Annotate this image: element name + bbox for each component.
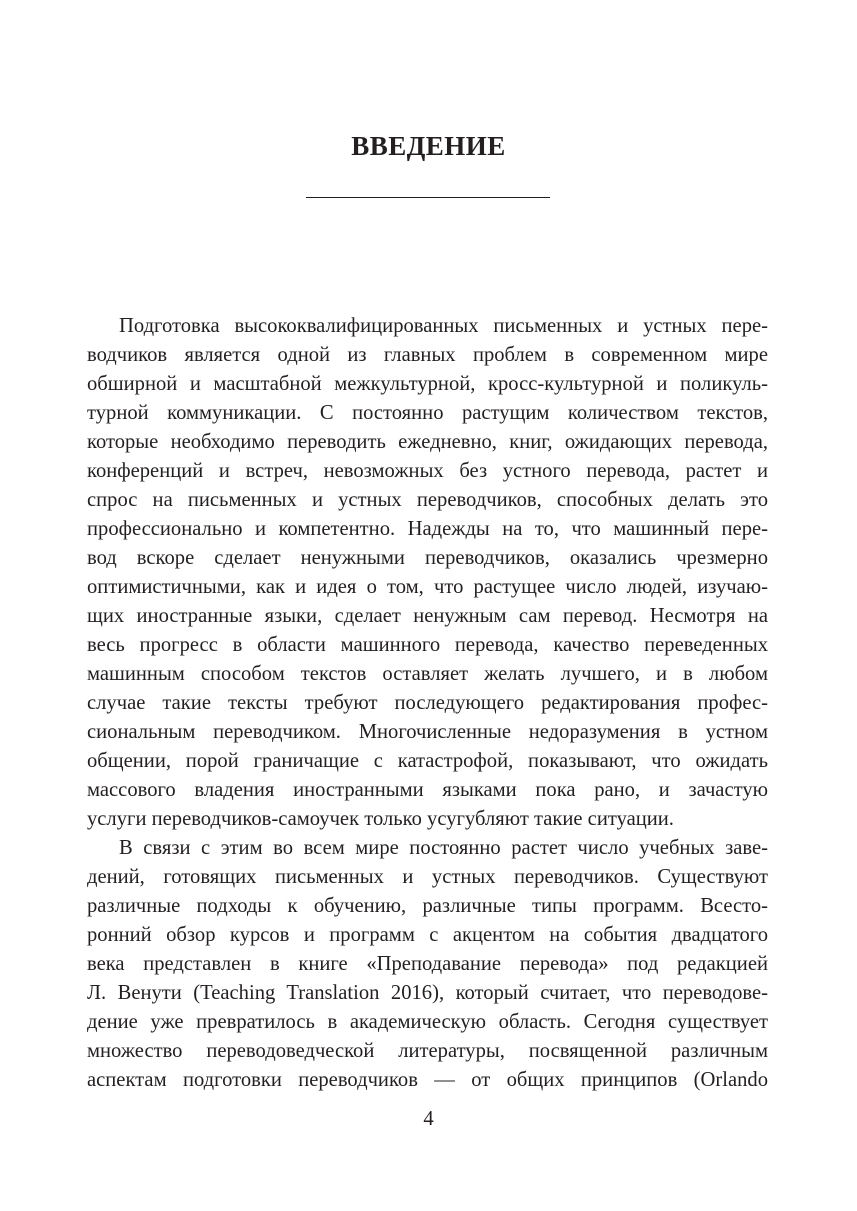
text-line: Л. Венути (Teaching Translation 2016), который считает, что переводове-	[87, 982, 768, 1004]
text-line: весь прогресс в области машинного перевода, качество переведенных	[87, 634, 768, 656]
text-line: множество переводоведческой литературы, посвященной различным	[87, 1040, 768, 1062]
text-line: вод вскоре сделает ненужными переводчиков, оказались чрезмерно	[87, 547, 768, 569]
text-line: обширной и масштабной межкультурной, кросс-культурной и поликуль-	[87, 373, 768, 395]
body-text	[87, 312, 768, 1095]
text-line: общении, порой граничащие с катастрофой, показывают, что ожидать	[87, 750, 768, 772]
text-line: машинным способом текстов оставляет желать лучшего, и в любом	[87, 663, 768, 685]
text-line: щих иностранные языки, сделает ненужным сам перевод. Несмотря на	[87, 605, 768, 627]
text-line: века представлен в книге «Преподавание перевода» под редакцией	[87, 953, 768, 975]
text-line: различные подходы к обучению, различные типы программ. Всесто-	[87, 895, 768, 917]
text-line: конференций и встреч, невозможных без устного перевода, растет и	[87, 460, 768, 482]
text-line: услуги переводчиков-самоучек только усугубляют такие ситуации.	[87, 808, 674, 830]
text-line: сиональным переводчиком. Многочисленные недоразумения в устном	[87, 721, 768, 743]
text-line: водчиков является одной из главных проблем в современном мире	[87, 344, 768, 366]
text-line: В связи с этим во всем мире постоянно растет число учебных заве-	[119, 837, 768, 859]
text-line: которые необходимо переводить ежедневно, книг, ожидающих перевода,	[87, 431, 768, 453]
text-line: турной коммуникации. С постоянно растущим количеством текстов,	[87, 402, 768, 424]
page-title: ВВЕДЕНИЕ	[351, 131, 506, 161]
text-line: аспектам подготовки переводчиков — от общих принципов (Orlando	[87, 1069, 768, 1091]
text-line: спрос на письменных и устных переводчиков, способных делать это	[87, 489, 768, 511]
text-line: дений, готовящих письменных и устных переводчиков. Существуют	[87, 866, 768, 888]
title-divider	[306, 197, 550, 198]
paragraph	[87, 312, 768, 834]
text-line: массового владения иностранными языками пока рано, и зачастую	[87, 779, 768, 801]
page-number: 4	[423, 1108, 434, 1130]
text-line: Подготовка высококвалифицированных письменных и устных пере-	[119, 315, 768, 337]
text-line: ронний обзор курсов и программ с акцентом на события двадцатого	[87, 924, 768, 946]
text-line: дение уже превратилось в академическую область. Сегодня существует	[87, 1011, 768, 1033]
text-line: случае такие тексты требуют последующего редактирования профес-	[87, 692, 768, 714]
paragraph	[87, 834, 768, 1095]
text-line: профессионально и компетентно. Надежды на то, что машинный пере-	[87, 518, 768, 540]
text-line: оптимистичными, как и идея о том, что растущее число людей, изучаю-	[87, 576, 768, 598]
